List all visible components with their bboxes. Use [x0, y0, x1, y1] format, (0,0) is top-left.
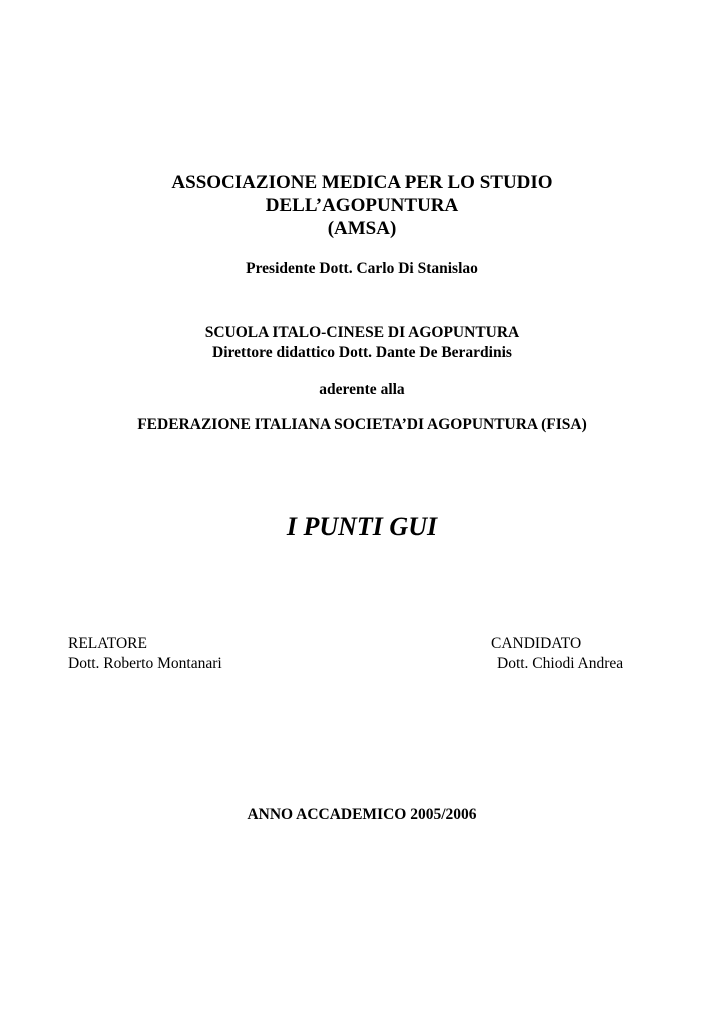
federation-name: FEDERAZIONE ITALIANA SOCIETA’DI AGOPUNTURA (FISA)	[137, 416, 587, 433]
association-name-line1: ASSOCIAZIONE MEDICA PER LO STUDIO	[171, 172, 553, 193]
school-director: Direttore didattico Dott. Dante De Berardinis	[212, 344, 512, 361]
association-abbreviation: (AMSA)	[327, 218, 397, 239]
president-line: Presidente Dott. Carlo Di Stanislao	[246, 260, 478, 277]
association-name-line2: DELL’AGOPUNTURA	[265, 195, 459, 216]
thesis-title: I PUNTI GUI	[286, 512, 438, 541]
relatore-name: Dott. Roberto Montanari	[68, 655, 222, 672]
member-of-text: aderente alla	[319, 381, 405, 398]
candidato-label: CANDIDATO	[491, 635, 582, 652]
candidato-name: Dott. Chiodi Andrea	[497, 655, 624, 672]
academic-year: ANNO ACCADEMICO 2005/2006	[247, 806, 477, 823]
school-name: SCUOLA ITALO-CINESE DI AGOPUNTURA	[204, 324, 520, 341]
relatore-label: RELATORE	[68, 635, 147, 652]
